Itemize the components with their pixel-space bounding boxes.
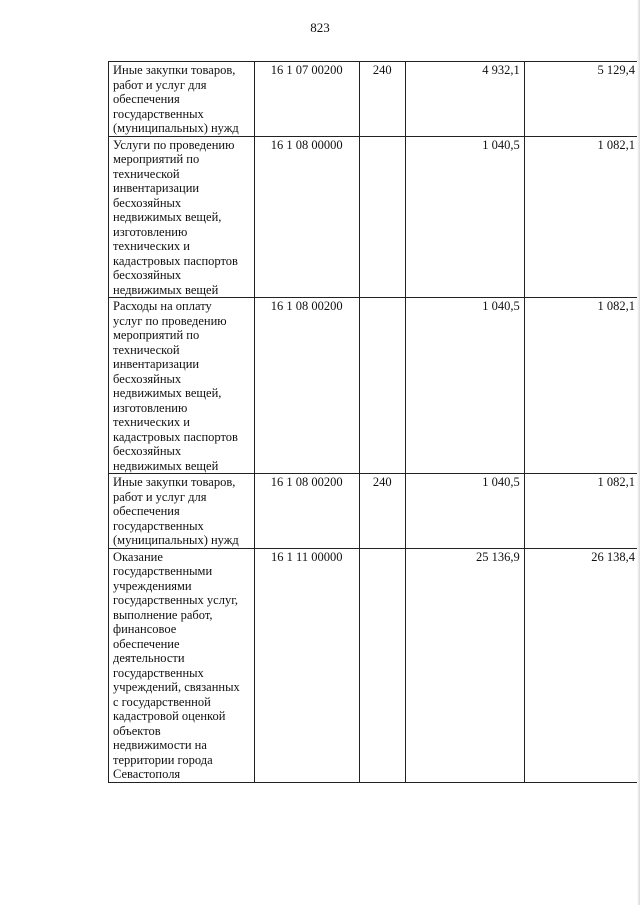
- row-amount-year-2: 1 082,1: [524, 474, 639, 549]
- row-code: 16 1 08 00000: [254, 136, 359, 298]
- row-amount-year-2: 26 138,4: [524, 548, 639, 782]
- row-amount-year-1: 1 040,5: [405, 136, 524, 298]
- row-expense-type: 240: [359, 62, 405, 137]
- row-name: Услуги по проведению мероприятий по технической инвентаризации бесхозяйных недвижимых вещей, изготовлению технических и кадастровых паспортов бесхозяйных недвижимых вещей: [113, 137, 238, 297]
- row-name-cell: [109, 298, 255, 474]
- row-expense-type: [359, 298, 405, 474]
- row-expense-type: 240: [359, 474, 405, 549]
- table-row: [109, 548, 640, 782]
- row-name-cell: [109, 548, 255, 782]
- row-name: Оказание государственными учреждениями государственных услуг, выполнение работ, финансовое обеспечение деятельности государственных учреждений, связанных с государственной кадастровой оценкой объектов недвижимости на территории города Севастополя: [113, 549, 240, 781]
- budget-table: [108, 61, 640, 783]
- row-expense-type: [359, 136, 405, 298]
- row-name-cell: [109, 474, 255, 549]
- row-code: 16 1 07 00200: [254, 62, 359, 137]
- row-code: 16 1 08 00200: [254, 474, 359, 549]
- row-name: Иные закупки товаров, работ и услуг для обеспечения государственных (муниципальных) нужд: [113, 475, 239, 547]
- row-expense-type: [359, 548, 405, 782]
- row-amount-year-2: 1 082,1: [524, 298, 639, 474]
- row-amount-year-1: 4 932,1: [405, 62, 524, 137]
- row-amount-year-2: 5 129,4: [524, 62, 639, 137]
- row-name: Иные закупки товаров, работ и услуг для обеспечения государственных (муниципальных) нужд: [113, 63, 239, 135]
- row-name: Расходы на оплату услуг по проведению мероприятий по технической инвентаризации бесхозяйных недвижимых вещей, изготовлению технических и кадастровых паспортов бесхозяйных недвижимых вещей: [113, 299, 238, 473]
- row-code: 16 1 08 00200: [254, 298, 359, 474]
- page-number: 823: [310, 20, 330, 35]
- row-amount-year-1: 25 136,9: [405, 548, 524, 782]
- row-code: 16 1 11 00000: [254, 548, 359, 782]
- table-row: [109, 298, 640, 474]
- row-amount-year-1: 1 040,5: [405, 298, 524, 474]
- table-row: [109, 62, 640, 137]
- row-amount-year-1: 1 040,5: [405, 474, 524, 549]
- table-row: [109, 136, 640, 298]
- row-name-cell: [109, 136, 255, 298]
- table-row: [109, 474, 640, 549]
- row-amount-year-2: 1 082,1: [524, 136, 639, 298]
- row-name-cell: [109, 62, 255, 137]
